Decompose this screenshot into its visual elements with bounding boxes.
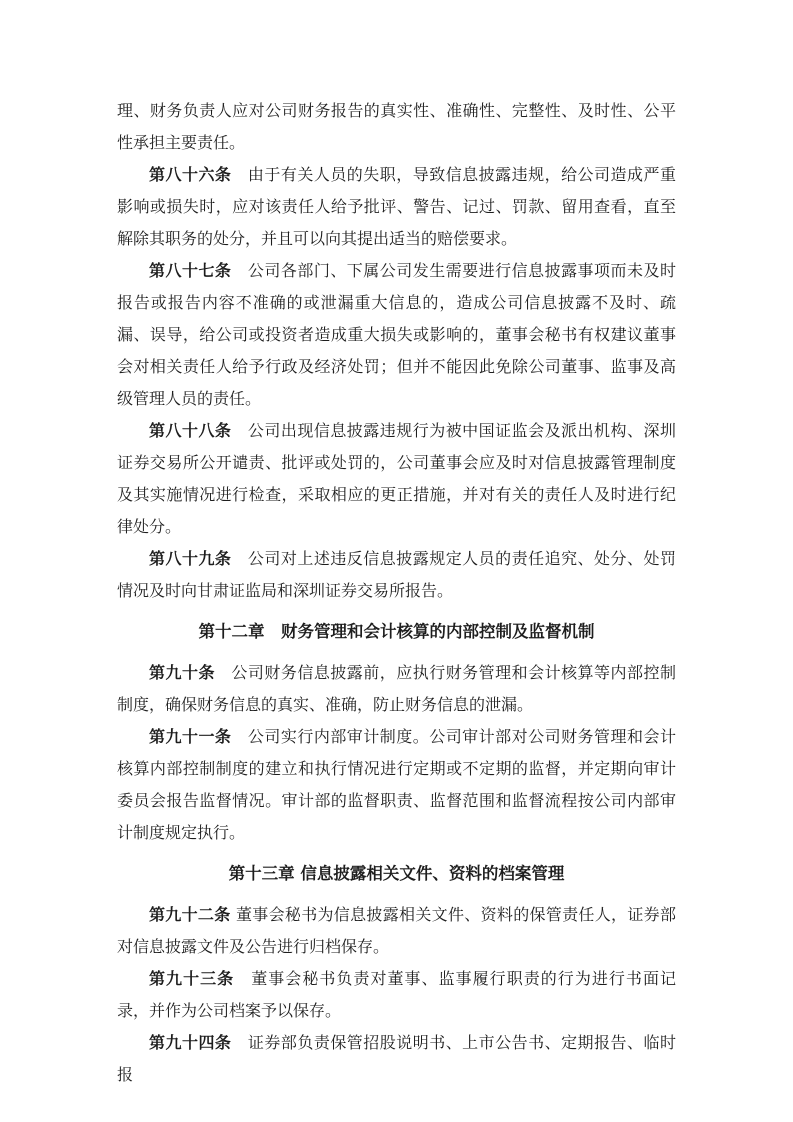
article-text: 公司实行内部审计制度。公司审计部对公司财务管理和会计核算内部控制制度的建立和执行情况进行定期或不定期的监督，并定期向审计委员会报告监督情况。审计部的监督职责、监督范围和监督流程按公司内部审计制度规定执行。 <box>117 727 676 842</box>
article-text: 董事会秘书负责对董事、监事履行职责的行为进行书面记录，并作为公司档案予以保存。 <box>117 969 676 1020</box>
article-text: 公司各部门、下属公司发生需要进行信息披露事项而未及时报告或报告内容不准确的或泄漏重大信息的，造成公司信息披露不及时、疏漏、误导，给公司或投资者造成重大损失或影响的，董事会秘书有权建议董事会对相关责任人给予行政及经济处罚；但并不能因此免除公司董事、监事及高级管理人员的责任。 <box>117 261 676 408</box>
article-number: 第九十二条 <box>149 905 231 924</box>
continuation-paragraph <box>117 95 676 159</box>
article-separator <box>231 1033 247 1052</box>
article-paragraph <box>117 657 676 721</box>
article-text: 公司对上述违反信息披露规定人员的责任追究、处分、处罚情况及时向甘肃证监局和深圳证券交易所报告。 <box>117 549 676 600</box>
article-paragraph <box>117 255 676 415</box>
article-separator <box>231 727 247 746</box>
article-paragraph <box>117 159 676 255</box>
article-paragraph <box>117 415 676 543</box>
chapter-heading: 第十三章 信息披露相关文件、资料的档案管理 <box>228 864 565 883</box>
article-separator <box>231 421 247 440</box>
article-separator <box>215 663 231 682</box>
article-number: 第九十一条 <box>149 727 232 746</box>
article-paragraph <box>117 963 676 1027</box>
article-paragraph <box>117 543 676 607</box>
article-separator <box>231 165 247 184</box>
article-separator <box>234 969 251 988</box>
article-separator <box>231 261 247 280</box>
article-number: 第八十九条 <box>149 549 232 568</box>
article-text: 董事会秘书为信息披露相关文件、资料的保管责任人，证券部对信息披露文件及公告进行归档保存。 <box>117 905 676 956</box>
article-number: 第八十六条 <box>149 165 232 184</box>
article-text: 公司出现信息披露违规行为被中国证监会及派出机构、深圳证券交易所公开谴责、批评或处罚的，公司董事会应及时对信息披露管理制度及其实施情况进行检查，采取相应的更正措施，并对有关的责任人及时进行纪律处分。 <box>117 421 676 536</box>
article-text: 公司财务信息披露前，应执行财务管理和会计核算等内部控制制度，确保财务信息的真实、准确，防止财务信息的泄漏。 <box>117 663 676 714</box>
article-number: 第八十八条 <box>149 421 232 440</box>
article-paragraph <box>117 1027 676 1091</box>
article-paragraph <box>117 721 676 849</box>
article-text: 理、财务负责人应对公司财务报告的真实性、准确性、完整性、及时性、公平性承担主要责任。 <box>117 101 676 152</box>
article-text: 证券部负责保管招股说明书、上市公告书、定期报告、临时报 <box>117 1033 676 1084</box>
chapter-heading: 第十二章 财务管理和会计核算的内部控制及监督机制 <box>198 622 595 641</box>
article-text: 由于有关人员的失职，导致信息披露违规，给公司造成严重影响或损失时，应对该责任人给予批评、警告、记过、罚款、留用查看，直至解除其职务的处分，并且可以向其提出适当的赔偿要求。 <box>117 165 676 248</box>
article-separator <box>231 549 247 568</box>
article-number: 第九十条 <box>149 663 215 682</box>
article-paragraph <box>117 899 676 963</box>
article-number: 第八十七条 <box>149 261 232 280</box>
article-number: 第九十四条 <box>149 1033 232 1052</box>
article-number: 第九十三条 <box>149 969 235 988</box>
